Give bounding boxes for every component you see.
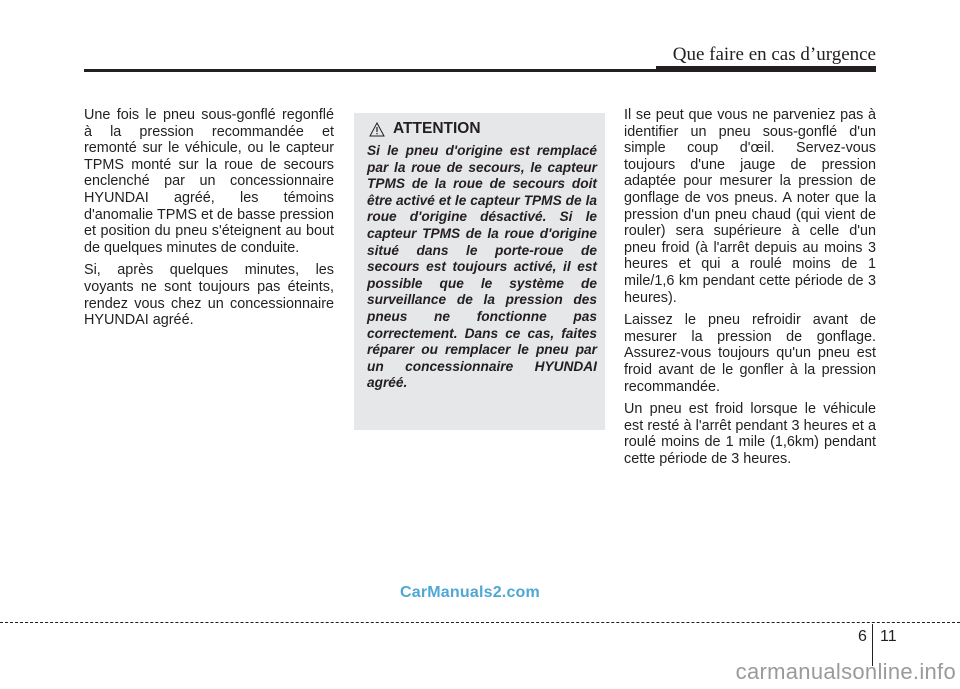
paragraph: Il se peut que vous ne parveniez pas à identifier un pneu sous-gonflé d'un simple coup d'œil. Servez-vous toujours d'une jauge de pression adaptée pour mesurer la pression de gonflage de vos pneus. A noter que la pression d'un pneu chaud (qui vient de rouler) sera supérieure à celle d'un pneu froid (à l'arrêt depuis au moins 3 heures et qui a roulé moins de 1 mile/1,6 km pendant cette période de 3 heures). xyxy=(624,107,876,306)
header-rule xyxy=(84,69,876,72)
paragraph: Laissez le pneu refroidir avant de mesurer la pression de gonflage. Assurez-vous toujours qu'un pneu est froid avant de le gonfler à la pression recommandée. xyxy=(624,312,876,395)
watermark-link[interactable]: CarManuals2.com xyxy=(400,584,540,601)
paragraph: Un pneu est froid lorsque le véhicule est resté à l'arrêt pendant 3 heures et a roulé moins de 1 mile (1,6km) pendant cette période de 3 heures. xyxy=(624,401,876,467)
page-number: 11 xyxy=(880,628,897,645)
paragraph: Une fois le pneu sous-gonflé regonflé à la pression recommandée et remonté sur le véhicule, ou le capteur TPMS monté sur la roue de secours enclenché par un concessionnaire HYUNDAI agréé, les témoins d'anomalie TPMS et de basse pression et position du pneu s'éteignent au bout de quelques minutes de conduite. xyxy=(84,107,334,256)
warning-heading xyxy=(369,120,481,138)
paragraph: Si, après quelques minutes, les voyants ne sont toujours pas éteints, rendez vous chez un concessionnaire HYUNDAI agréé. xyxy=(84,262,334,329)
chapter-number: 6 xyxy=(858,628,867,645)
section-title: Que faire en cas d’urgence xyxy=(672,44,876,65)
right-column xyxy=(624,107,876,473)
warning-box xyxy=(354,113,605,430)
footer-dashed-rule xyxy=(0,622,960,623)
warning-text: Si le pneu d'origine est remplacé par la roue de secours, le capteur TPMS de la roue de secours doit être activé et le capteur TPMS de la roue d'origine désactivé. Si le capteur TPMS de la roue d'origine situé dans le porte-roue de secours est toujours activé, il est possible que le système de surveillance de la pression des pneus ne fonctionne pas correctement. Dans ce cas, faites réparer ou remplacer le pneu par un concessionnaire HYUNDAI agréé. xyxy=(367,143,597,391)
site-watermark: carmanualsonline.info xyxy=(735,659,956,684)
warning-heading-label: ATTENTION xyxy=(393,120,481,137)
warning-triangle-icon xyxy=(369,122,385,137)
left-column xyxy=(84,107,334,335)
